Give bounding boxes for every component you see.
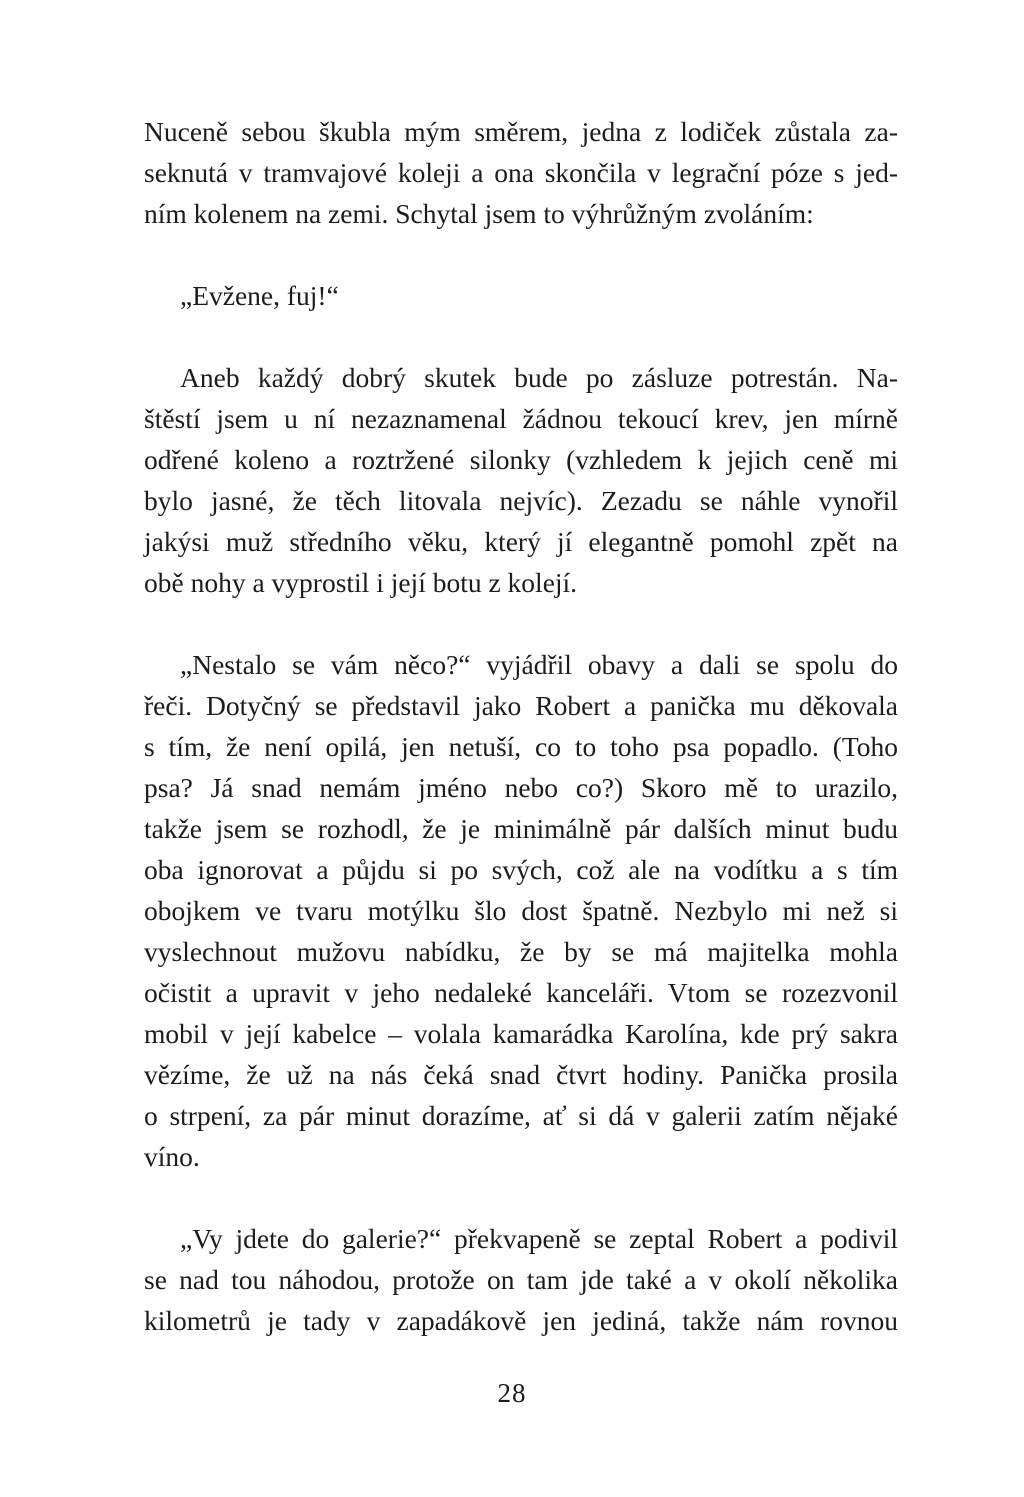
text-line: víno. [144, 1141, 200, 1172]
text-line: oba ignorovat a půjdu si po svých, což ale na vodítku a s tím [144, 854, 898, 885]
text-line: „Nestalo se vám něco?“ vyjádřil obavy a dali se spolu do [180, 649, 898, 680]
text-line: o strpení, za pár minut dorazíme, ať si dá v galerii zatím nějaké [144, 1100, 898, 1131]
page-number: 28 [497, 1378, 527, 1408]
text-line: psa? Já snad nemám jméno nebo co?) Skoro mě to urazilo, [144, 772, 898, 803]
text-line: „Evžene, fuj!“ [180, 280, 339, 311]
text-line: obojkem ve tvaru motýlku šlo dost špatně. Nezbylo mi než si [144, 895, 898, 926]
paragraph-gap [144, 316, 898, 357]
paragraph-gap [144, 234, 898, 275]
text-line: řeči. Dotyčný se představil jako Robert a panička mu děkovala [144, 690, 898, 721]
text-line: bylo jasné, že těch litovala nejvíc). Zezadu se náhle vynořil [144, 485, 898, 516]
paragraph-gap [144, 603, 898, 644]
text-line: seknutá v tramvajové koleji a ona skončila v legrační póze s jed- [144, 157, 898, 188]
text-line: mobil v její kabelce – volala kamarádka Karolína, kde prý sakra [144, 1018, 898, 1049]
text-line: jakýsi muž středního věku, který jí elegantně pomohl zpět na [144, 526, 898, 557]
text-line: štěstí jsem u ní nezaznamenal žádnou tekoucí krev, jen mírně [144, 403, 898, 434]
text-line: ním kolenem na zemi. Schytal jsem to výhrůžným zvoláním: [144, 198, 814, 229]
text-line: vězíme, že už na nás čeká snad čtvrt hodiny. Panička prosila [144, 1059, 898, 1090]
text-line: Aneb každý dobrý skutek bude po zásluze potrestán. Na- [180, 362, 898, 393]
paragraph-4 [144, 644, 898, 1177]
body-text [144, 111, 898, 1341]
text-line: s tím, že není opilá, jen netuší, co to toho psa popadlo. (Toho [144, 731, 898, 762]
text-line: Nuceně sebou škubla mým směrem, jedna z lodiček zůstala za- [144, 116, 898, 147]
text-line: kilometrů je tady v zapadákově jen jediná, takže nám rovnou [144, 1305, 898, 1336]
text-line: vyslechnout mužovu nabídku, že by se má majitelka mohla [144, 936, 898, 967]
text-line: obě nohy a vyprostil i její botu z kolejí. [144, 567, 578, 598]
paragraph-3 [144, 357, 898, 603]
text-line: takže jsem se rozhodl, že je minimálně pár dalších minut budu [144, 813, 898, 844]
text-line: „Vy jdete do galerie?“ překvapeně se zeptal Robert a podivil [180, 1223, 898, 1254]
paragraph-1 [144, 111, 898, 234]
paragraph-gap [144, 1177, 898, 1218]
paragraph-5 [144, 1218, 898, 1341]
text-line: se nad tou náhodou, protože on tam jde také a v okolí několika [144, 1264, 898, 1295]
text-line: odřené koleno a roztržené silonky (vzhledem k jejich ceně mi [144, 444, 898, 475]
paragraph-2 [144, 275, 898, 316]
text-line: očistit a upravit v jeho nedaleké kanceláři. Vtom se rozezvonil [144, 977, 898, 1008]
